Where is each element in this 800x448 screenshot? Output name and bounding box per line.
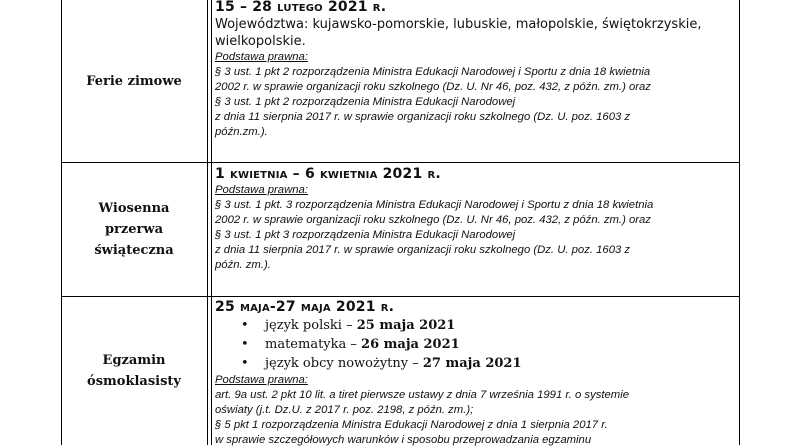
basis-line: w sprawie szczegółowych warunków i sposobu przeprowadzania egzaminu	[215, 434, 592, 446]
basis-line: z dnia 11 sierpnia 2017 r. w sprawie organizacji roku szkolnego (Dz. U. poz. 1603 z	[215, 111, 631, 123]
row-content-egzamin	[215, 299, 737, 448]
column-divider-double	[211, 0, 212, 445]
basis-title: Podstawa prawna:	[215, 51, 308, 63]
exam-date: 25 maja 2021	[356, 318, 456, 333]
column-divider	[207, 0, 208, 445]
basis-line: § 3 ust. 1 pkt 2 rozporządzenia Ministra Edukacji Narodowej i Sportu z dnia 18 kwietnia	[215, 66, 651, 78]
basis-line: późn. zm.).	[215, 259, 271, 271]
row-content-ferie-zimowe	[215, 0, 737, 140]
list-item	[241, 335, 737, 354]
basis-line: § 3 ust. 1 pkt 2 rozporządzenia Ministra Edukacji Narodowej	[215, 96, 516, 108]
date-range: 15 – 28 lutego 2021 r.	[215, 0, 387, 15]
exam-subject: matematyka –	[265, 337, 362, 352]
table-border-right	[739, 0, 740, 445]
row-label-ferie-zimowe: Ferie zimowe	[86, 73, 182, 89]
exam-subject: język obcy nowożytny –	[265, 356, 423, 371]
basis-line: z dnia 11 sierpnia 2017 r. w sprawie organizacji roku szkolnego (Dz. U. poz. 1603 z	[215, 244, 631, 256]
basis-line: § 5 pkt 1 rozporządzenia Ministra Edukacji Narodowej z dnia 1 sierpnia 2017 r.	[215, 419, 608, 431]
basis-title: Podstawa prawna:	[215, 374, 308, 386]
basis-line: 2002 r. w sprawie organizacji roku szkolnego (Dz. U. Nr 46, poz. 432, z późn. zm.) oraz	[215, 214, 651, 226]
basis-line: § 3 ust. 1 pkt. 3 rozporządzenia Ministra Edukacji Narodowej i Sportu z dnia 18 kwietnia	[215, 199, 654, 211]
basis-title: Podstawa prawna:	[215, 184, 308, 196]
basis-line: § 3 ust. 1 pkt 3 rozporządzenia Ministra Edukacji Narodowej	[215, 229, 516, 241]
basis-line: art. 9a ust. 2 pkt 10 lit. a tiret pierwsze ustawy z dnia 7 września 1991 r. o systemie	[215, 389, 629, 401]
description: Województwa: kujawsko-pomorskie, lubuskie, małopolskie, świętokrzyskie, wielkopolskie.	[215, 17, 702, 49]
basis-line: oświaty (j.t. Dz.U. z 2017 r. poz. 2198, z późn. zm.);	[215, 404, 474, 416]
basis-line: 2002 r. w sprawie organizacji roku szkolnego (Dz. U. Nr 46, poz. 432, z późn. zm.) oraz	[215, 81, 651, 93]
exam-list	[215, 316, 737, 373]
date-range: 25 maja-27 maja 2021 r.	[215, 299, 395, 315]
row-label-egzamin: Egzamin ósmoklasisty	[87, 353, 181, 389]
exam-subject: język polski –	[265, 318, 357, 333]
exam-date: 26 maja 2021	[361, 337, 460, 352]
list-item	[241, 354, 737, 373]
date-range: 1 kwietnia – 6 kwietnia 2021 r.	[215, 166, 441, 182]
row-content-wiosenna-przerwa	[215, 166, 737, 273]
row-label-wiosenna-przerwa: Wiosenna przerwa świąteczna	[94, 201, 174, 258]
schedule-table	[61, 0, 740, 445]
exam-date: 27 maja 2021	[422, 356, 522, 371]
basis-line: późn.zm.).	[215, 126, 268, 138]
list-item	[241, 316, 737, 335]
